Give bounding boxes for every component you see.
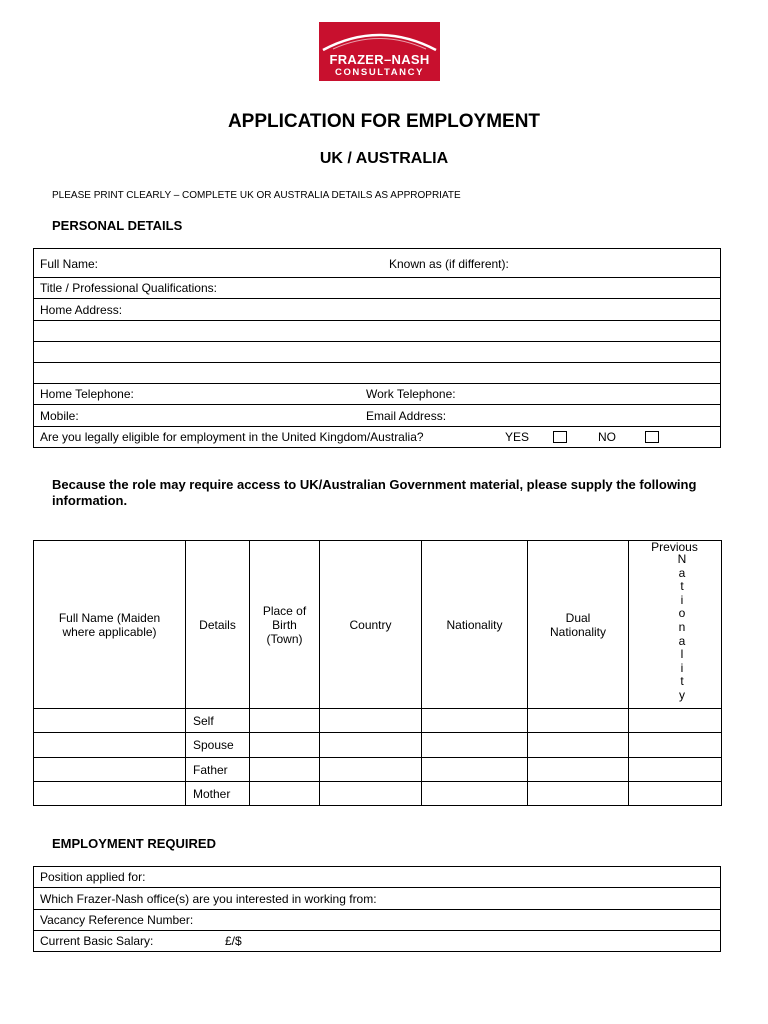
vertical-letter: y [679,687,685,702]
relation-cell: Self [186,709,250,733]
employment-form [33,866,721,952]
telephone-row[interactable] [34,384,720,405]
known-as-label: Known as (if different): [389,257,509,271]
header-details: Details [186,541,250,709]
personal-details-form [33,248,721,448]
country-cell[interactable] [320,782,422,806]
logo-text-sub: CONSULTANCY [334,67,425,78]
previous-label: Previous [651,540,698,554]
birthplace-cell[interactable] [250,782,320,806]
nationality-cell[interactable] [422,782,528,806]
header-country: Country [320,541,422,709]
nationality-cell[interactable] [422,733,528,758]
vertical-letter: t [680,674,684,689]
dual-nationality-cell[interactable] [528,758,629,782]
birthplace-cell[interactable] [250,758,320,782]
header-previous-nationality [629,541,722,709]
position-row[interactable] [34,867,720,888]
vertical-letter: N [677,552,687,566]
eligibility-row [34,427,720,447]
relation-cell: Mother [186,782,250,806]
office-label: Which Frazer-Nash office(s) are you interested in working from: [40,891,377,906]
previous-nationality-cell[interactable] [629,733,722,758]
full-name-label: Full Name: [40,257,99,271]
relation-cell: Spouse [186,733,250,758]
vertical-letter: i [680,592,684,607]
name-cell[interactable] [34,709,186,733]
page-subtitle: UK / AUSTRALIA [319,150,449,167]
full-name-row[interactable] [34,249,720,278]
mobile-email-row[interactable] [34,405,720,427]
address-line-4[interactable] [34,363,720,384]
previous-nationality-cell[interactable] [629,782,722,806]
print-instruction: PLEASE PRINT CLEARLY – COMPLETE UK OR AUSTRALIA DETAILS AS APPROPRIATE [52,190,461,201]
eligibility-question: Are you legally eligible for employment in the United Kingdom/Australia? [40,430,424,444]
nationality-table [33,540,722,806]
country-cell[interactable] [320,709,422,733]
vertical-letter: n [678,619,686,634]
header-place-of-birth: Place of Birth (Town) [250,541,320,709]
table-row [34,758,722,782]
header-full-name: Full Name (Maiden where applicable) [34,541,186,709]
page-title: APPLICATION FOR EMPLOYMENT [227,111,541,132]
vertical-letter: a [678,633,686,648]
dual-nationality-cell[interactable] [528,733,629,758]
home-address-row[interactable] [34,299,720,321]
previous-nationality-cell[interactable] [629,758,722,782]
country-cell[interactable] [320,758,422,782]
vertical-letter: a [678,565,686,580]
position-label: Position applied for: [40,870,146,884]
address-line-2[interactable] [34,321,720,342]
name-cell[interactable] [34,758,186,782]
table-row [34,782,722,806]
vertical-letter: t [680,579,684,594]
no-label: NO [598,430,616,444]
header-dual-nationality: Dual Nationality [528,541,629,709]
name-cell[interactable] [34,733,186,758]
title-qualifications-row[interactable] [34,278,720,299]
home-address-label: Home Address: [40,302,123,317]
nationality-cell[interactable] [422,758,528,782]
country-cell[interactable] [320,733,422,758]
table-row [34,709,722,733]
company-logo [319,22,440,81]
personal-details-heading: PERSONAL DETAILS [52,218,183,233]
nationality-vertical-label [676,553,688,703]
mobile-label: Mobile: [40,408,79,423]
name-cell[interactable] [34,782,186,806]
currency-label: £/$ [225,934,242,948]
birthplace-cell[interactable] [250,709,320,733]
vertical-letter: i [680,660,684,675]
logo-text-main: FRAZER–NASH [329,52,430,67]
title-qualifications-label: Title / Professional Qualifications: [40,281,217,295]
vacancy-label: Vacancy Reference Number: [40,913,194,927]
government-access-note: Because the role may require access to UK/Australian Government material, please supply the following information. [52,477,697,508]
vacancy-row[interactable] [34,910,720,931]
no-checkbox[interactable] [645,431,659,443]
salary-label: Current Basic Salary: [40,934,154,948]
email-label: Email Address: [366,408,447,423]
table-header-row [34,541,722,709]
birthplace-cell[interactable] [250,733,320,758]
address-line-3[interactable] [34,342,720,363]
work-telephone-label: Work Telephone: [366,387,456,401]
nationality-cell[interactable] [422,709,528,733]
relation-cell: Father [186,758,250,782]
employment-required-heading: EMPLOYMENT REQUIRED [52,836,216,851]
previous-nationality-cell[interactable] [629,709,722,733]
yes-label: YES [505,430,530,444]
vertical-letter: o [678,606,686,621]
salary-row[interactable] [34,931,720,951]
header-nationality: Nationality [422,541,528,709]
home-telephone-label: Home Telephone: [40,387,134,401]
table-row [34,733,722,758]
yes-checkbox[interactable] [553,431,567,443]
dual-nationality-cell[interactable] [528,709,629,733]
dual-nationality-cell[interactable] [528,782,629,806]
office-row[interactable] [34,888,720,910]
vertical-letter: l [680,647,684,662]
